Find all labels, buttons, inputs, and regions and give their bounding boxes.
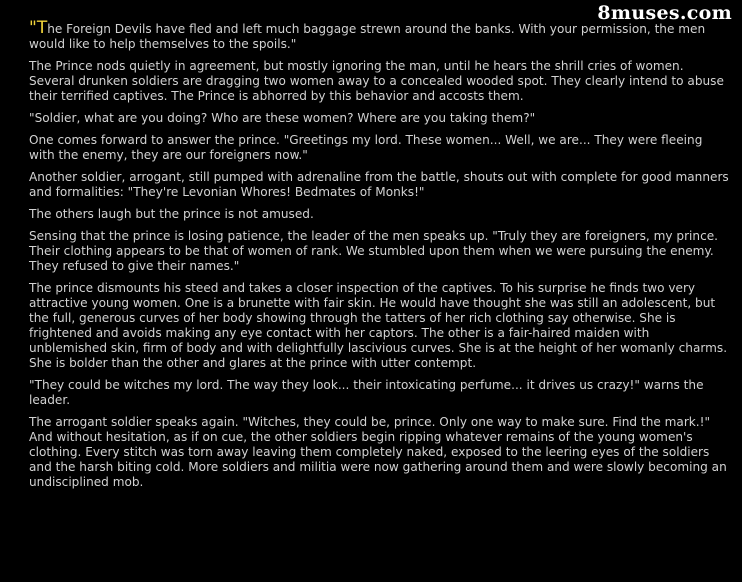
paragraph-4: One comes forward to answer the prince. "Greetings my lord. These women... Well, we are... They were fleeing with the enemy, they are our foreigners now."	[29, 133, 703, 162]
paragraph-5: Another soldier, arrogant, still pumped with adrenaline from the battle, shouts out with complete for good manners and formalities: "They're Levonian Whores! Bedmates of Monks!"	[29, 170, 729, 199]
paragraph-10: The arrogant soldier speaks again. "Witches, they could be, prince. Only one way to make sure. Find the mark.!" And without hesitation, as if on cue, the other soldiers begin ripping whatever remains of the young women's clothing. Every stitch was torn away leaving them completely naked, exposed to the leering eyes of the soldiers and the harsh biting cold. More soldiers and militia were now gathering around them and were slowly becoming an undisciplined mob.	[29, 415, 727, 489]
paragraph-3: "Soldier, what are you doing? Who are these women? Where are you taking them?"	[29, 111, 536, 125]
paragraph-8: The prince dismounts his steed and takes a closer inspection of the captives. To his surprise he finds two very attractive young women. One is a brunette with fair skin. He would have thought she was still an adolescent, but the full, generous curves of her body showing through the tatters of her rich clothing say otherwise. She is frightened and avoids making any eye contact with her captors. The other is a fair-haired maiden with unblemished skin, firm of body and with delightfully lascivious curves. She is at the height of her womanly charms. She is bolder than the other and glares at the prince with utter contempt.	[29, 281, 728, 370]
paragraph-9: "They could be witches my lord. The way they look... their intoxicating perfume... it drives us crazy!" warns the leader.	[29, 378, 704, 407]
story-text	[29, 18, 731, 497]
paragraph-7: Sensing that the prince is losing patience, the leader of the men speaks up. "Truly they are foreigners, my prince. Their clothing appears to be that of women of rank. We stumbled upon them when we were pursuing the enemy. They refused to give their names."	[29, 229, 719, 273]
paragraph-2: The Prince nods quietly in agreement, but mostly ignoring the man, until he hears the shrill cries of women. Several drunken soldiers are dragging two women away to a concealed wooded spot. They clearly intend to abuse their terrified captives. The Prince is abhorred by this behavior and accosts them.	[29, 59, 724, 103]
paragraph-1-text: he Foreign Devils have fled and left much baggage strewn around the banks. With your permission, the men would like to help themselves to the spoils."	[29, 22, 706, 51]
site-watermark: 8muses.com	[597, 2, 732, 24]
drop-cap: "T	[29, 18, 48, 38]
paragraph-1	[29, 18, 731, 52]
paragraph-6: The others laugh but the prince is not amused.	[29, 207, 314, 221]
